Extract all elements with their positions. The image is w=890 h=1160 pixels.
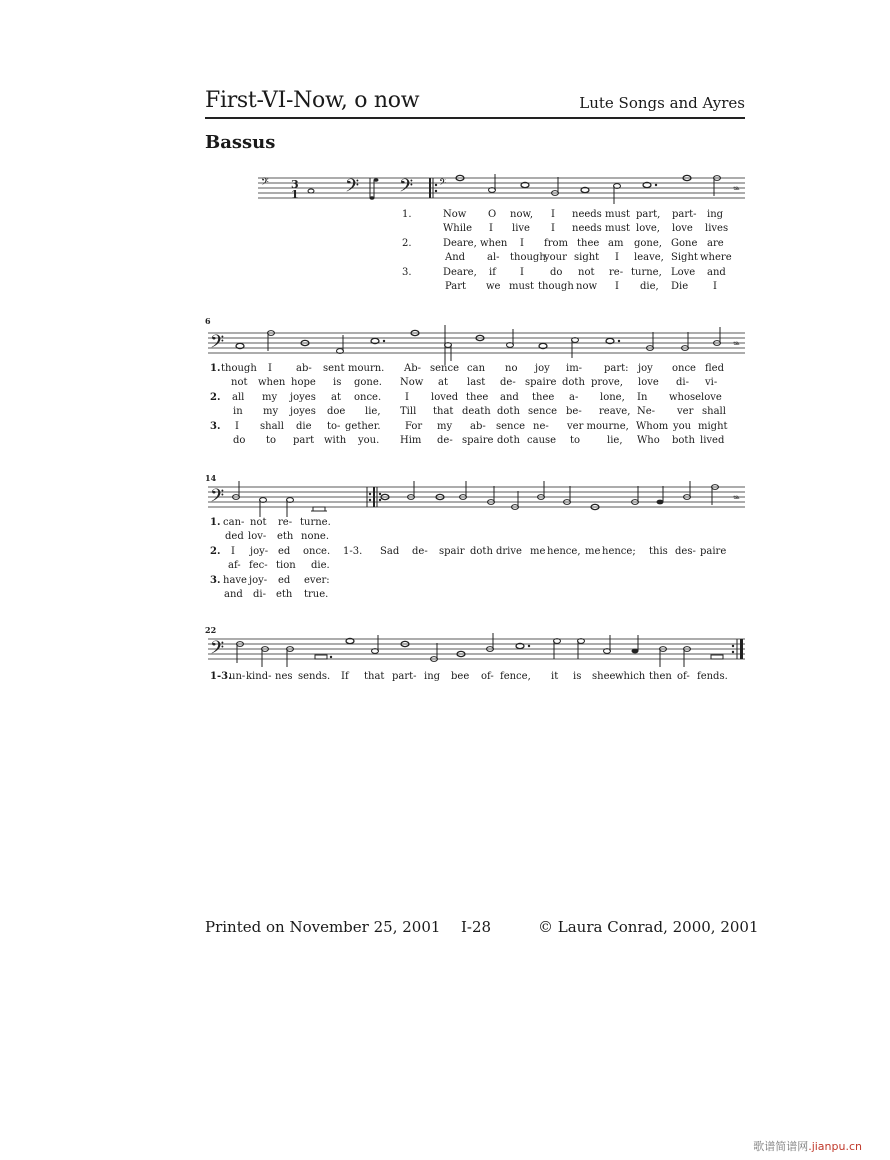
lyric-word: Deare, xyxy=(443,267,477,278)
lyric-word: Sight xyxy=(671,252,698,263)
lyric-word: if xyxy=(489,267,496,278)
lyric-word: Him xyxy=(400,435,422,446)
lyric-word: my xyxy=(263,406,279,417)
verse-number: 3. xyxy=(210,421,221,432)
lyric-word: that xyxy=(364,671,385,682)
lyric-word: not xyxy=(578,267,595,278)
measure-number: 22 xyxy=(205,625,217,635)
lyric-word: me xyxy=(530,546,546,557)
lyric-word: reave, xyxy=(599,406,631,417)
lyric-word: not xyxy=(231,377,248,388)
lyric-word: from xyxy=(544,238,568,249)
lyric-word: now xyxy=(576,281,598,292)
measure-number: 14 xyxy=(205,473,217,483)
lyric-word: you xyxy=(673,421,692,432)
svg-text:3: 3 xyxy=(291,178,299,191)
svg-text:𝆮: 𝆮 xyxy=(733,340,740,351)
lyric-word: love xyxy=(638,377,659,388)
copyright: © Laura Conrad, 2000, 2001 xyxy=(538,918,759,936)
lyric-word: when xyxy=(258,377,286,388)
staff-system-4 xyxy=(205,625,750,670)
lyric-word: I xyxy=(551,209,555,220)
lyric-word: at xyxy=(331,392,341,403)
refrain-number: 1-3. xyxy=(343,546,363,557)
lyric-word: death xyxy=(462,406,491,417)
lyric-word: doth xyxy=(497,435,520,446)
lyric-word: Deare, xyxy=(443,238,477,249)
lyric-word: de- xyxy=(500,377,516,388)
lyric-word: Sad xyxy=(380,546,400,557)
lyric-word: un- xyxy=(229,671,246,682)
lyric-word: joy- xyxy=(250,546,269,557)
lyric-word: joyes xyxy=(290,392,316,403)
svg-text:𝄢: 𝄢 xyxy=(439,177,447,190)
lyric-word: fled xyxy=(705,363,724,374)
lyric-word: lived xyxy=(700,435,725,446)
lyric-word: And xyxy=(445,252,466,263)
lyric-word: love xyxy=(672,223,693,234)
lyric-word: gone. xyxy=(354,377,382,388)
lyric-word: whose xyxy=(669,392,702,403)
watermark-latin: .jianpu.cn xyxy=(808,1140,862,1153)
lyric-word: and xyxy=(224,589,243,600)
lyric-word: ne- xyxy=(533,421,549,432)
lyric-word: thee xyxy=(577,238,600,249)
lyric-word: it xyxy=(551,671,559,682)
lyric-word: with xyxy=(324,435,347,446)
lyric-word: now, xyxy=(510,209,534,220)
verse-number: 3. xyxy=(402,267,412,278)
lyric-word: we xyxy=(486,281,501,292)
page-number: I-28 xyxy=(461,918,492,936)
verse-number: 2. xyxy=(402,238,412,249)
lyric-word: do xyxy=(550,267,563,278)
lyric-word: ing xyxy=(424,671,441,682)
svg-text:𝄢: 𝄢 xyxy=(399,176,414,201)
lyric-word: Gone xyxy=(671,238,698,249)
lyric-word: doth xyxy=(497,406,520,417)
lyric-word: in xyxy=(233,406,243,417)
lyric-word: al- xyxy=(487,252,500,263)
lyric-word: O xyxy=(488,209,497,220)
lyric-word: Ab- xyxy=(404,363,422,374)
lyric-word: joy xyxy=(535,363,550,374)
lyric-word: ab- xyxy=(470,421,486,432)
lyric-word: de- xyxy=(412,546,428,557)
lyric-word: fec- xyxy=(249,560,268,571)
lyric-word: Part xyxy=(445,281,467,292)
lyric-word: of- xyxy=(677,671,690,682)
lyric-word: cause xyxy=(527,435,557,446)
lyric-word: re- xyxy=(278,517,293,528)
lyric-word: ed xyxy=(278,546,291,557)
lyric-word: im- xyxy=(566,363,583,374)
lyric-word: bee xyxy=(451,671,470,682)
lyric-word: sent xyxy=(323,363,345,374)
lyric-word: ver mourne, xyxy=(567,421,629,432)
header-rule xyxy=(205,117,745,119)
lyric-word: die, xyxy=(640,281,659,292)
lyric-word: last xyxy=(467,377,486,388)
lyric-word: be- xyxy=(566,406,582,417)
lyric-word: eth xyxy=(277,531,294,542)
lyric-word: spair xyxy=(439,546,465,557)
lyric-word: Love xyxy=(671,267,696,278)
lyric-word: ab- xyxy=(296,363,312,374)
lyric-word: Ne- xyxy=(637,406,656,417)
lyric-word: Till xyxy=(400,406,417,417)
lyric-word: ever: xyxy=(304,575,330,586)
lyric-word: lov- xyxy=(248,531,267,542)
verse-number: 3. xyxy=(210,575,221,586)
collection-title: Lute Songs and Ayres xyxy=(579,94,745,112)
lyric-word: sends. xyxy=(298,671,331,682)
lyric-word: joy xyxy=(638,363,653,374)
lyric-word: I xyxy=(489,223,493,234)
lyric-word: though xyxy=(538,281,574,292)
lyric-word: lie, xyxy=(365,406,381,417)
lyric-word: once. xyxy=(303,546,331,557)
watermark xyxy=(753,1138,862,1154)
lyric-word: joy- xyxy=(249,575,268,586)
lyric-word: part: xyxy=(604,363,629,374)
lyric-word: both xyxy=(672,435,695,446)
lyric-word: I xyxy=(520,267,524,278)
lyric-word: sence xyxy=(430,363,460,374)
lyric-word: turne. xyxy=(300,517,331,528)
lyric-word: doe xyxy=(327,406,346,417)
lyric-word: If xyxy=(341,671,349,682)
lyric-word: kind- xyxy=(246,671,272,682)
svg-text:𝄢: 𝄢 xyxy=(210,638,225,663)
lyric-word: nes xyxy=(275,671,293,682)
lyric-word: ded xyxy=(225,531,244,542)
lyric-word: when xyxy=(480,238,508,249)
lyric-word: sence xyxy=(496,421,526,432)
lyric-word: sence xyxy=(528,406,558,417)
lyric-word: not xyxy=(250,517,267,528)
lyric-word: doth xyxy=(470,546,493,557)
lyric-word: am xyxy=(608,238,624,249)
lyric-word: Who xyxy=(637,435,660,446)
lyric-word: that xyxy=(433,406,454,417)
lyric-word: my xyxy=(437,421,453,432)
lyric-word: ed xyxy=(278,575,291,586)
verse-number: 1-3. xyxy=(210,671,232,682)
lyric-word: I xyxy=(520,238,524,249)
svg-text:𝄢: 𝄢 xyxy=(210,486,225,511)
lyric-word: Now xyxy=(400,377,424,388)
lyric-word: love, xyxy=(636,223,660,234)
lyric-word: none. xyxy=(301,531,329,542)
lyric-word: are xyxy=(707,238,724,249)
lyric-word: shall xyxy=(260,421,284,432)
lyric-word: to- xyxy=(327,421,341,432)
lyric-word: live xyxy=(512,223,530,234)
lyric-word: then xyxy=(649,671,672,682)
lyric-word: might xyxy=(698,421,728,432)
lyric-word: all xyxy=(232,392,245,403)
lyric-word: ver xyxy=(677,406,694,417)
svg-text:𝄢: 𝄢 xyxy=(261,176,269,190)
lyric-word: prove, xyxy=(591,377,623,388)
lyric-word: gether. xyxy=(345,421,381,432)
lyric-word: While xyxy=(443,223,473,234)
lyric-word: di- xyxy=(253,589,266,600)
staff-system-2 xyxy=(205,315,750,360)
lyric-word: fence, xyxy=(500,671,531,682)
staff-system-3 xyxy=(205,473,750,518)
svg-text:𝆮: 𝆮 xyxy=(733,185,740,196)
lyric-word: mourn. xyxy=(348,363,385,374)
lyric-word: des- xyxy=(675,546,696,557)
lyric-word: hence, xyxy=(547,546,581,557)
lyric-word: spaire xyxy=(462,435,494,446)
lyric-word: spaire xyxy=(525,377,557,388)
verse-number: 2. xyxy=(210,546,221,557)
lyric-word: shee xyxy=(592,671,616,682)
lyric-word: In xyxy=(637,392,648,403)
lyric-word: Whom xyxy=(636,421,669,432)
lyric-word: have xyxy=(223,575,247,586)
lyric-word: to xyxy=(266,435,277,446)
lyric-word: me xyxy=(585,546,601,557)
lyric-word: fends. xyxy=(697,671,728,682)
lyric-word: is xyxy=(333,377,342,388)
lyric-word: die xyxy=(296,421,312,432)
lyric-word: where xyxy=(700,252,732,263)
lyric-word: leave, xyxy=(634,252,664,263)
lyric-word: though xyxy=(221,363,257,374)
lyric-word: can- xyxy=(223,517,245,528)
lyric-word: hope xyxy=(291,377,316,388)
lyric-word: turne, xyxy=(631,267,662,278)
watermark-chinese: 歌谱简谱网 xyxy=(753,1140,809,1153)
lyric-word: needs must xyxy=(572,209,631,220)
lyric-word: paire xyxy=(700,546,727,557)
lyric-word: re- xyxy=(609,267,624,278)
lyric-word: your xyxy=(544,252,567,263)
lyric-word: I xyxy=(268,363,272,374)
part-name: Bassus xyxy=(205,132,276,153)
svg-text:𝄢: 𝄢 xyxy=(345,176,360,201)
lyric-word: I xyxy=(231,546,235,557)
lyric-word: af- xyxy=(228,560,241,571)
svg-text:1: 1 xyxy=(291,188,299,201)
lyric-word: though xyxy=(510,252,546,263)
lyric-word: loved xyxy=(431,392,459,403)
lyric-word: shall xyxy=(702,406,726,417)
lyric-word: de- xyxy=(437,435,453,446)
lyric-word: lives xyxy=(705,223,729,234)
print-date: Printed on November 25, 2001 xyxy=(205,918,441,936)
lyric-word: doth xyxy=(562,377,585,388)
lyric-word: true. xyxy=(304,589,329,600)
lyric-word: I xyxy=(713,281,717,292)
lyric-word: once. xyxy=(354,392,382,403)
lyric-word: I xyxy=(615,281,619,292)
lyric-word: part- xyxy=(672,209,697,220)
verse-number: 1. xyxy=(402,209,412,220)
lyric-word: For xyxy=(405,421,423,432)
lyric-word: ing xyxy=(707,209,724,220)
lyric-word: die. xyxy=(311,560,330,571)
lyric-word: lie, xyxy=(607,435,623,446)
lyric-word: drive xyxy=(496,546,522,557)
lyric-word: sight xyxy=(574,252,600,263)
verse-number: 2. xyxy=(210,392,221,403)
lyric-word: needs must xyxy=(572,223,631,234)
lyric-word: my xyxy=(262,392,278,403)
svg-text:𝄢: 𝄢 xyxy=(210,332,225,357)
lyric-word: must xyxy=(509,281,535,292)
lyric-word: and xyxy=(500,392,519,403)
lyric-word: this xyxy=(649,546,668,557)
verse-number: 1. xyxy=(210,363,221,374)
lyric-word: tion xyxy=(276,560,296,571)
lyric-word: do xyxy=(233,435,246,446)
lyric-word: Die xyxy=(671,281,689,292)
staff-system-1 xyxy=(255,168,750,208)
lyric-word: can xyxy=(467,363,486,374)
lyric-word: eth xyxy=(276,589,293,600)
lyric-word: thee xyxy=(532,392,555,403)
lyric-word: you. xyxy=(358,435,380,446)
lyric-word: I xyxy=(405,392,409,403)
lyric-word: and xyxy=(707,267,726,278)
svg-text:𝆮: 𝆮 xyxy=(733,494,740,505)
lyric-word: is xyxy=(573,671,582,682)
lyric-word: gone, xyxy=(634,238,662,249)
lyric-word: to xyxy=(570,435,581,446)
page-title: First-VI-Now, o now xyxy=(205,88,420,113)
lyric-word: di- xyxy=(676,377,689,388)
lyric-word: of- xyxy=(481,671,494,682)
verse-number: 1. xyxy=(210,517,221,528)
lyric-word: part xyxy=(293,435,315,446)
lyric-word: once xyxy=(672,363,696,374)
lyric-word: I xyxy=(235,421,239,432)
lyric-word: part- xyxy=(392,671,417,682)
lyric-word: at xyxy=(438,377,448,388)
lyric-word: vi- xyxy=(705,377,718,388)
lyric-word: hence; xyxy=(602,546,636,557)
lyric-word: I xyxy=(615,252,619,263)
lyric-word: a- xyxy=(569,392,579,403)
lyric-word: I xyxy=(551,223,555,234)
lyric-word: joyes xyxy=(290,406,316,417)
measure-number: 6 xyxy=(205,316,211,326)
lyric-word: part, xyxy=(636,209,661,220)
lyric-word: thee xyxy=(466,392,489,403)
lyric-word: which xyxy=(615,671,646,682)
lyric-word: no xyxy=(505,363,518,374)
lyric-word: lone, xyxy=(600,392,625,403)
lyric-word: love xyxy=(701,392,722,403)
lyric-word: Now xyxy=(443,209,467,220)
